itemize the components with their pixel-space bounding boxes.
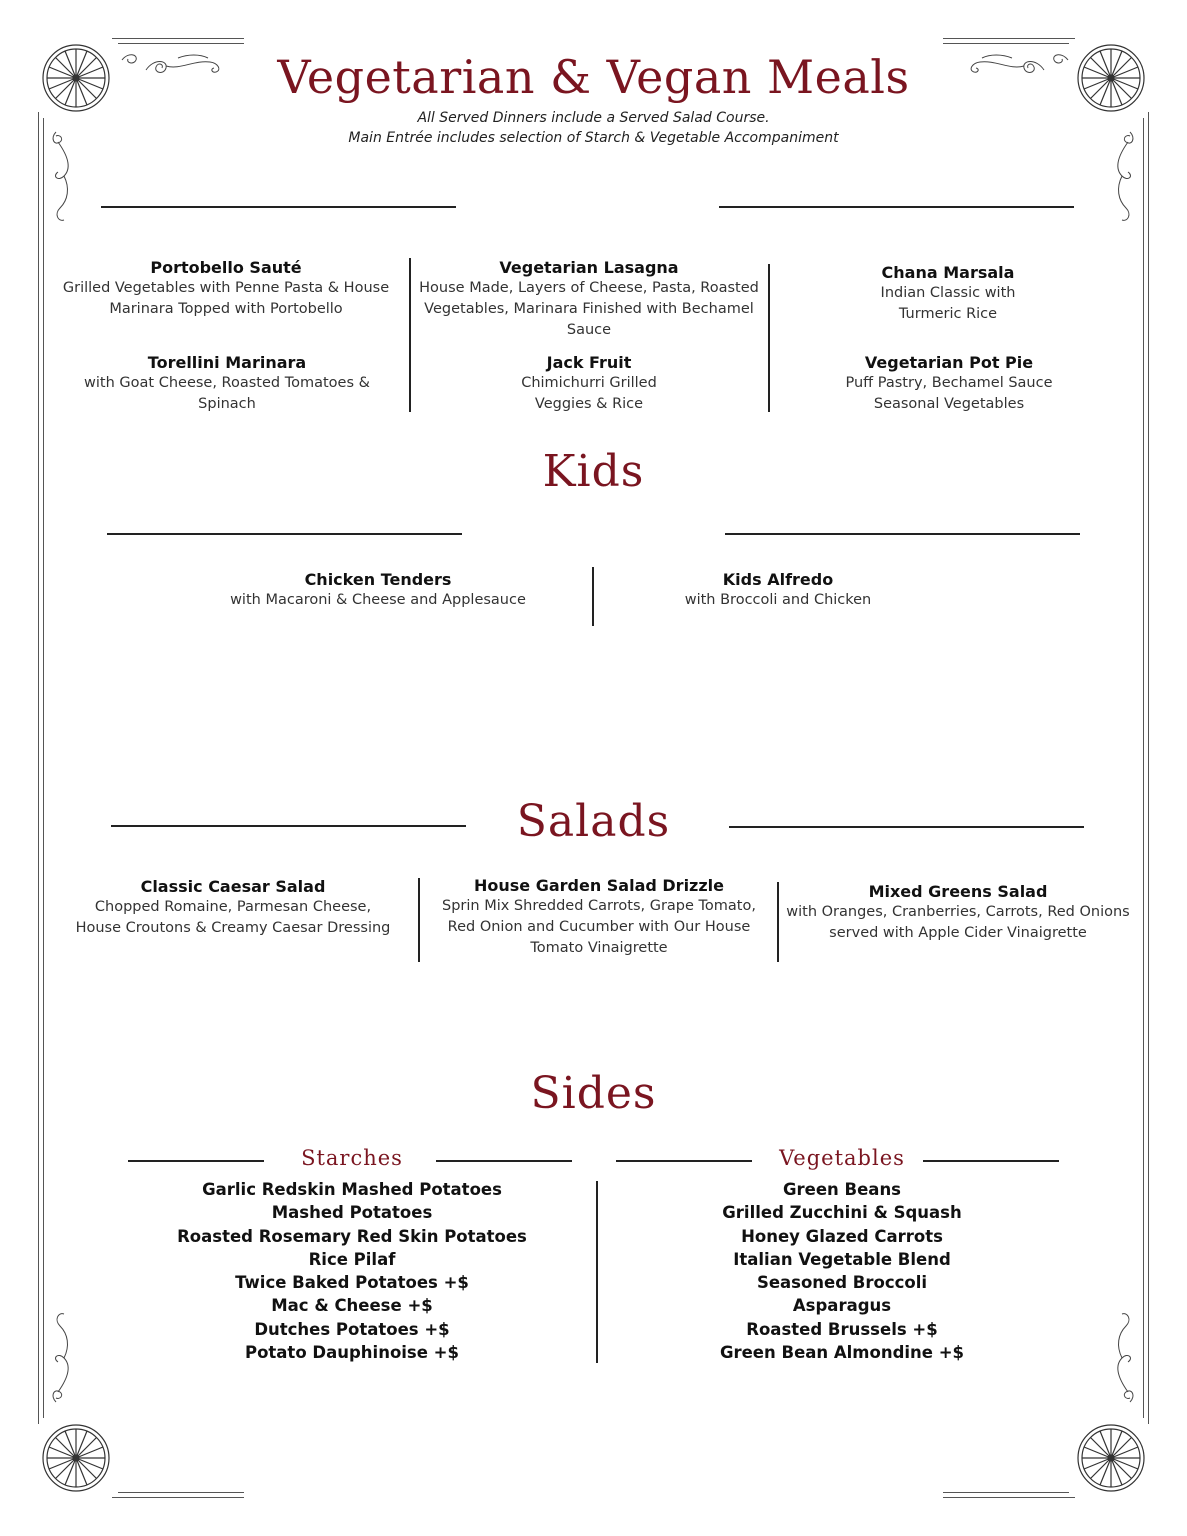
menu-item-name: Chana Marsala (881, 263, 1015, 282)
divider-rule (616, 1160, 752, 1162)
divider-rule (128, 1160, 264, 1162)
frame-top-left-inner (118, 43, 244, 44)
list-item: Italian Vegetable Blend (733, 1249, 951, 1269)
wheel-ornament-icon (1075, 1422, 1147, 1494)
flourish-ornament-icon (48, 1306, 78, 1406)
section-heading-salads: Salads (516, 796, 671, 847)
divider-rule (719, 206, 1074, 208)
menu-item-description: House Made, Layers of Cheese, Pasta, Roasted Vegetables, Marinara Finished with Bechamel Sauce (419, 280, 759, 338)
flourish-ornament-icon (1108, 1306, 1138, 1406)
list-item: Roasted Brussels +$ (746, 1319, 938, 1339)
section-heading-sides: Sides (530, 1068, 657, 1119)
menu-item (414, 258, 764, 341)
section-heading-kids: Kids (542, 446, 645, 497)
menu-item-name: Kids Alfredo (722, 570, 834, 589)
menu-item-description: Chimichurri Grilled Veggies & Rice (521, 375, 657, 412)
menu-item-description: Indian Classic with Turmeric Rice (880, 285, 1016, 322)
list-item: Green Beans (782, 1180, 902, 1199)
frame-left-outer (38, 112, 39, 1424)
list-item: Dutches Potatoes +$ (254, 1319, 450, 1339)
vegetables-list (680, 1178, 1004, 1364)
menu-item (200, 570, 556, 611)
menu-item-description: Grilled Vegetables with Penne Pasta & House Marinara Topped with Portobello (62, 280, 390, 317)
menu-item-name: Vegetarian Pot Pie (864, 353, 1034, 372)
menu-item (640, 570, 916, 611)
list-item: Roasted Rosemary Red Skin Potatoes (177, 1226, 527, 1246)
column-divider (409, 258, 411, 412)
frame-top-left (112, 38, 244, 39)
column-divider (418, 878, 420, 962)
divider-rule (107, 533, 462, 535)
menu-item-description: with Goat Cheese, Roasted Tomatoes & Spinach (84, 375, 370, 412)
menu-item-description: Chopped Romaine, Parmesan Cheese, House Croutons & Creamy Caesar Dressing (75, 899, 391, 936)
list-item: Green Bean Almondine +$ (719, 1343, 965, 1363)
menu-item (66, 353, 388, 415)
frame-bottom-left (112, 1497, 244, 1498)
wheel-ornament-icon (40, 1422, 112, 1494)
menu-item-name: Torellini Marinara (147, 353, 307, 372)
page-title: Vegetarian & Vegan Meals (277, 50, 910, 104)
menu-item-name: Vegetarian Lasagna (499, 258, 679, 277)
list-item: Seasoned Broccoli (756, 1273, 928, 1293)
column-divider (777, 882, 779, 962)
menu-item-description: with Macaroni & Cheese and Applesauce (230, 592, 526, 608)
divider-rule (729, 826, 1084, 828)
menu-item-description: Sprin Mix Shredded Carrots, Grape Tomato, Red Onion and Cucumber with Our House Tomato Vinaigrette (442, 898, 756, 956)
menu-item (424, 876, 774, 959)
menu-item (52, 877, 414, 939)
menu-item-description: Puff Pastry, Bechamel Sauce Seasonal Vegetables (845, 375, 1053, 412)
list-item: Rice Pilaf (308, 1249, 396, 1269)
divider-rule (923, 1160, 1059, 1162)
list-item: Honey Glazed Carrots (741, 1226, 943, 1246)
menu-item (858, 263, 1038, 325)
menu-item (784, 882, 1132, 944)
list-item: Mac & Cheese +$ (271, 1296, 433, 1316)
frame-bottom-right-inner (943, 1492, 1069, 1493)
frame-right-inner (1143, 118, 1144, 1418)
frame-top-right (943, 38, 1075, 39)
frame-bottom-left-inner (118, 1492, 244, 1493)
frame-bottom-right (943, 1497, 1075, 1498)
divider-rule (436, 1160, 572, 1162)
divider-rule (111, 825, 466, 827)
menu-item-name: Jack Fruit (546, 353, 632, 372)
sub-heading-vegetables: Vegetables (779, 1146, 905, 1170)
frame-top-right-inner (943, 43, 1069, 44)
sub-heading-starches: Starches (301, 1146, 403, 1170)
column-divider (592, 567, 594, 626)
menu-item-description: with Broccoli and Chicken (684, 592, 872, 608)
divider-rule (725, 533, 1080, 535)
list-item: Grilled Zucchini & Squash (722, 1203, 962, 1223)
starches-list (150, 1178, 554, 1364)
list-item: Asparagus (792, 1296, 892, 1316)
column-divider (768, 264, 770, 412)
menu-item-name: Portobello Sauté (150, 258, 302, 277)
frame-right-outer (1148, 112, 1149, 1424)
list-item: Mashed Potatoes (271, 1203, 433, 1223)
menu-item-name: House Garden Salad Drizzle (473, 876, 725, 895)
menu-item (46, 258, 406, 320)
frame-left-inner (43, 118, 44, 1418)
menu-item-description: with Oranges, Cranberries, Carrots, Red Onions served with Apple Cider Vinaigrette (786, 904, 1130, 941)
list-item: Potato Dauphinoise +$ (244, 1343, 459, 1363)
subtitle-line-1: All Served Dinners include a Served Salad Course. (417, 110, 770, 126)
menu-item (494, 353, 684, 415)
divider-rule (101, 206, 456, 208)
list-item: Garlic Redskin Mashed Potatoes (202, 1180, 502, 1199)
menu-item (826, 353, 1072, 415)
menu-item-name: Mixed Greens Salad (868, 882, 1048, 901)
menu-item-name: Classic Caesar Salad (140, 877, 326, 896)
list-item: Twice Baked Potatoes +$ (235, 1273, 469, 1293)
subtitle-line-2: Main Entrée includes selection of Starch & Vegetable Accompaniment (348, 130, 839, 146)
column-divider (596, 1181, 598, 1363)
menu-item-name: Chicken Tenders (304, 570, 452, 589)
